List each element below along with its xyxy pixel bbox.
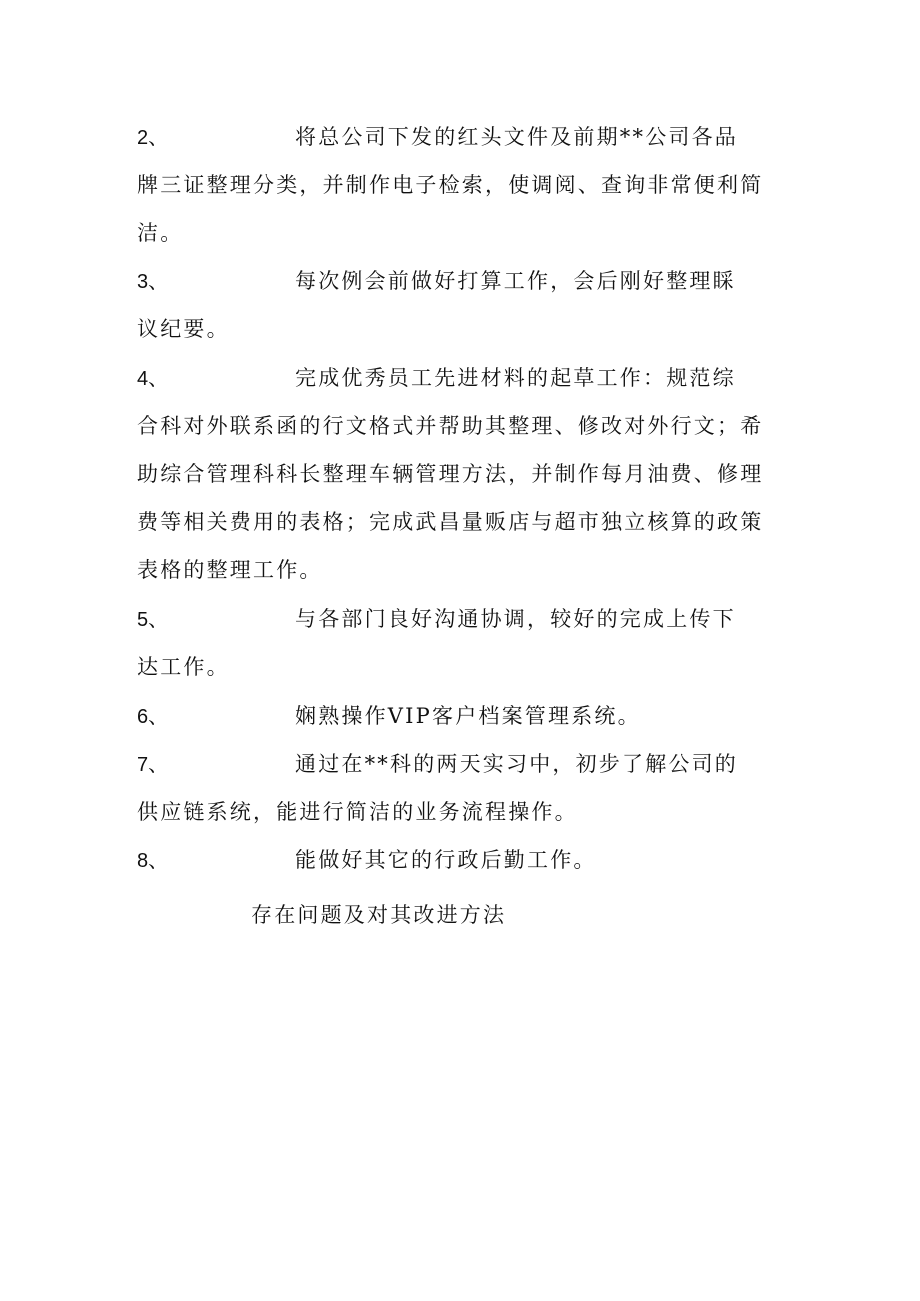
item-line: 议纪要。 [137, 317, 230, 341]
item-line [137, 113, 777, 161]
item-text: 通过在**科的两天实习中，初步了解公司的 [295, 752, 738, 776]
list-item-6 [137, 692, 777, 740]
item-line [137, 836, 777, 884]
item-line [137, 740, 777, 788]
list-item-7 [137, 740, 777, 836]
section-heading: 存在问题及对其改进方法 [251, 903, 507, 927]
item-line [137, 595, 777, 643]
item-line [137, 692, 777, 740]
item-line: 供应链系统，能进行简洁的业务流程操作。 [137, 800, 578, 824]
item-text: 能做好其它的行政后勤工作。 [295, 848, 597, 872]
item-number: 7、 [137, 754, 169, 776]
item-number: 4、 [137, 368, 169, 390]
item-line [137, 354, 777, 402]
item-line: 费等相关费用的表格；完成武昌量贩店与超市独立核算的政策 [137, 510, 764, 534]
item-number: 6、 [137, 706, 169, 728]
item-line: 助综合管理科科长整理车辆管理方法，并制作每月油费、修理 [137, 462, 764, 486]
list-item-8 [137, 836, 777, 884]
item-text: 与各部门良好沟通协调，较好的完成上传下 [295, 607, 736, 631]
item-line: 牌三证整理分类，并制作电子检索，使调阅、查询非常便利简 [137, 173, 764, 197]
item-line: 表格的整理工作。 [137, 558, 323, 582]
list-item-5 [137, 595, 777, 691]
item-line: 合科对外联系函的行文格式并帮助其整理、修改对外行文；希 [137, 414, 764, 438]
item-number: 8、 [137, 850, 169, 872]
item-text: 将总公司下发的红头文件及前期**公司各品 [295, 125, 738, 149]
item-number: 5、 [137, 609, 169, 631]
item-number: 2、 [137, 127, 169, 149]
item-line: 洁。 [137, 221, 184, 245]
item-line [137, 257, 777, 305]
list-item-2 [137, 113, 777, 257]
item-line: 达工作。 [137, 655, 230, 679]
item-text: 完成优秀员工先进材料的起草工作：规范综 [295, 366, 736, 390]
item-number: 3、 [137, 271, 169, 293]
list-item-3 [137, 257, 777, 353]
item-text: 每次例会前做好打算工作，会后刚好整理睬 [295, 269, 736, 293]
item-text: 娴熟操作VIP客户档案管理系统。 [295, 704, 641, 728]
list-item-4 [137, 354, 777, 594]
